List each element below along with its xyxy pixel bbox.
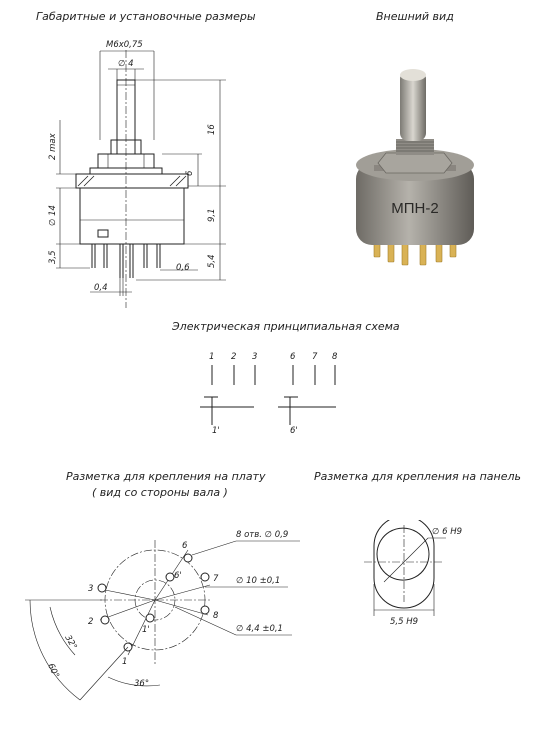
pin-label-8: 8 [332, 352, 338, 362]
pin-label-3: 3 [252, 352, 258, 362]
panel-flat-dim: 5,5 H9 [390, 617, 419, 627]
angle-60: 60° [45, 662, 61, 680]
board-pin-2: 2 [88, 617, 94, 627]
dimensions-header: Габаритные и установочные размеры [36, 10, 256, 23]
body-dia-dim: ∅ 14 [48, 205, 58, 226]
hole-6 [184, 554, 192, 562]
dim-3-5: 3,5 [48, 250, 58, 264]
schematic-diagram [190, 345, 370, 445]
thread-dim: M6x0,75 [106, 40, 143, 50]
board-pin-1: 1 [122, 657, 128, 667]
dim-6: 6 [185, 170, 195, 176]
board-pin-1-prime: 1' [142, 625, 150, 635]
board-pin-6: 6 [182, 541, 188, 551]
board-pin-6-prime: 6' [174, 571, 182, 581]
board-pin-3: 3 [88, 584, 94, 594]
circle-10-note: ∅ 10 ±0,1 [236, 576, 281, 586]
appearance-header: Внешний вид [376, 10, 454, 23]
board-mount-diagram [10, 515, 310, 735]
switch-body [80, 188, 184, 244]
angle-32: 32° [62, 633, 79, 652]
hole-6-prime [166, 573, 174, 581]
dim-5-4: 5,4 [207, 254, 217, 268]
pin-label-6: 6 [290, 352, 296, 362]
hole-1-prime [146, 614, 154, 622]
shaft-dia-dim: ∅ 4 [118, 59, 134, 69]
hole-8 [201, 606, 209, 614]
pin-label-1: 1 [209, 352, 215, 362]
hole-7 [201, 573, 209, 581]
angle-36: 36° [134, 679, 150, 689]
dim-9-1: 9,1 [207, 208, 217, 222]
photo-nut [378, 153, 452, 173]
holes-note: 8 отв. ∅ 0,9 [236, 530, 289, 540]
key-tab [98, 230, 108, 237]
flange [76, 174, 188, 188]
panel-cutout [377, 528, 429, 580]
photo-label: МПН-2 [391, 200, 439, 217]
board-mount-subheader: ( вид со стороны вала ) [92, 486, 228, 499]
schematic-header: Электрическая принципиальная схема [172, 320, 400, 333]
hole-2 [101, 616, 109, 624]
dim-0-6: 0,6 [176, 263, 190, 273]
dim-0-4: 0,4 [94, 283, 108, 293]
panel-mount-diagram [340, 520, 490, 640]
panel-hole-dia: ∅ 6 H9 [432, 527, 463, 537]
common-label-6: 6' [290, 426, 298, 436]
dim-2max: 2 max [48, 133, 58, 160]
schematic-pin-labels [209, 352, 338, 362]
pin-label-7: 7 [312, 352, 318, 362]
board-pin-8: 8 [213, 611, 219, 621]
board-pin-7: 7 [213, 574, 219, 584]
panel-mount-header: Разметка для крепления на панель [314, 470, 522, 483]
dim-16: 16 [207, 124, 217, 135]
board-mount-header: Разметка для крепления на плату [66, 470, 266, 483]
dimension-drawing [20, 30, 280, 320]
pin-label-2: 2 [231, 352, 237, 362]
hole-3 [98, 584, 106, 592]
common-label-1: 1' [212, 426, 220, 436]
circle-4-4-note: ∅ 4,4 ±0,1 [236, 624, 283, 634]
product-photo [350, 65, 480, 275]
photo-shaft [400, 71, 426, 141]
